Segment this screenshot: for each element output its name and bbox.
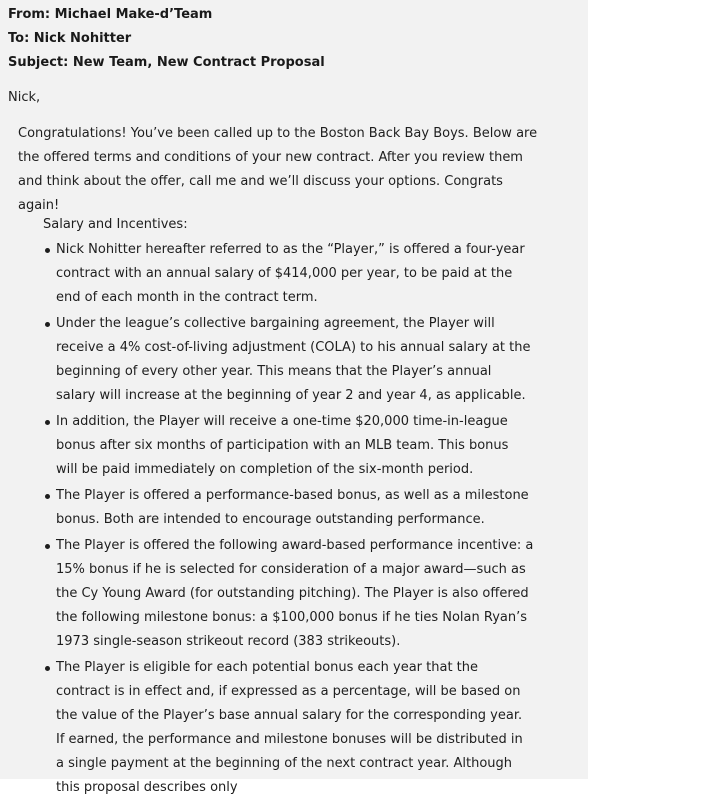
email-from: From: Michael Make-d’Team — [8, 7, 213, 22]
list-item: In addition, the Player will receive a one-time $20,000 time-in-league bonus after six months of participation with an MLB team. This bonus will be paid immediately on completion of the six-month period. — [56, 410, 534, 482]
email-subject: Subject: New Team, New Contract Proposal — [8, 55, 325, 70]
list-item: The Player is offered a performance-based bonus, as well as a milestone bonus. Both are intended to encourage outstanding performance. — [56, 484, 534, 532]
intro-paragraph: Congratulations! You’ve been called up to the Boston Back Bay Boys. Below are the offered terms and conditions of your new contract. After you review them and think about the offer, call me and we’ll discuss your options. Congrats again! — [18, 126, 538, 213]
email-greeting: Nick, — [8, 90, 41, 105]
list-item: The Player is offered the following award-based performance incentive: a 15% bonus if he is selected for consideration of a major award—such as the Cy Young Award (for outstanding pitching). The Player is also offered the following milestone bonus: a $100,000 bonus if he ties Nolan Ryan’s 1973 single-season strikeout record (383 strikeouts). — [56, 534, 534, 654]
terms-list — [56, 238, 534, 802]
section-heading: Salary and Incentives: — [43, 217, 188, 232]
list-item: Under the league’s collective bargaining agreement, the Player will receive a 4% cost-of-living adjustment (COLA) to his annual salary at the beginning of every other year. This means that the Player’s annual salary will increase at the beginning of year 2 and year 4, as applicable. — [56, 312, 534, 408]
email-to: To: Nick Nohitter — [8, 31, 132, 46]
list-item: Nick Nohitter hereafter referred to as the “Player,” is offered a four-year contract with an annual salary of $414,000 per year, to be paid at the end of each month in the contract term. — [56, 238, 534, 310]
list-item: The Player is eligible for each potential bonus each year that the contract is in effect and, if expressed as a percentage, will be based on the value of the Player’s base annual salary for the corresponding year. If earned, the performance and milestone bonuses will be distributed in a single payment at the beginning of the next contract year. Although this proposal describes only — [56, 656, 534, 800]
